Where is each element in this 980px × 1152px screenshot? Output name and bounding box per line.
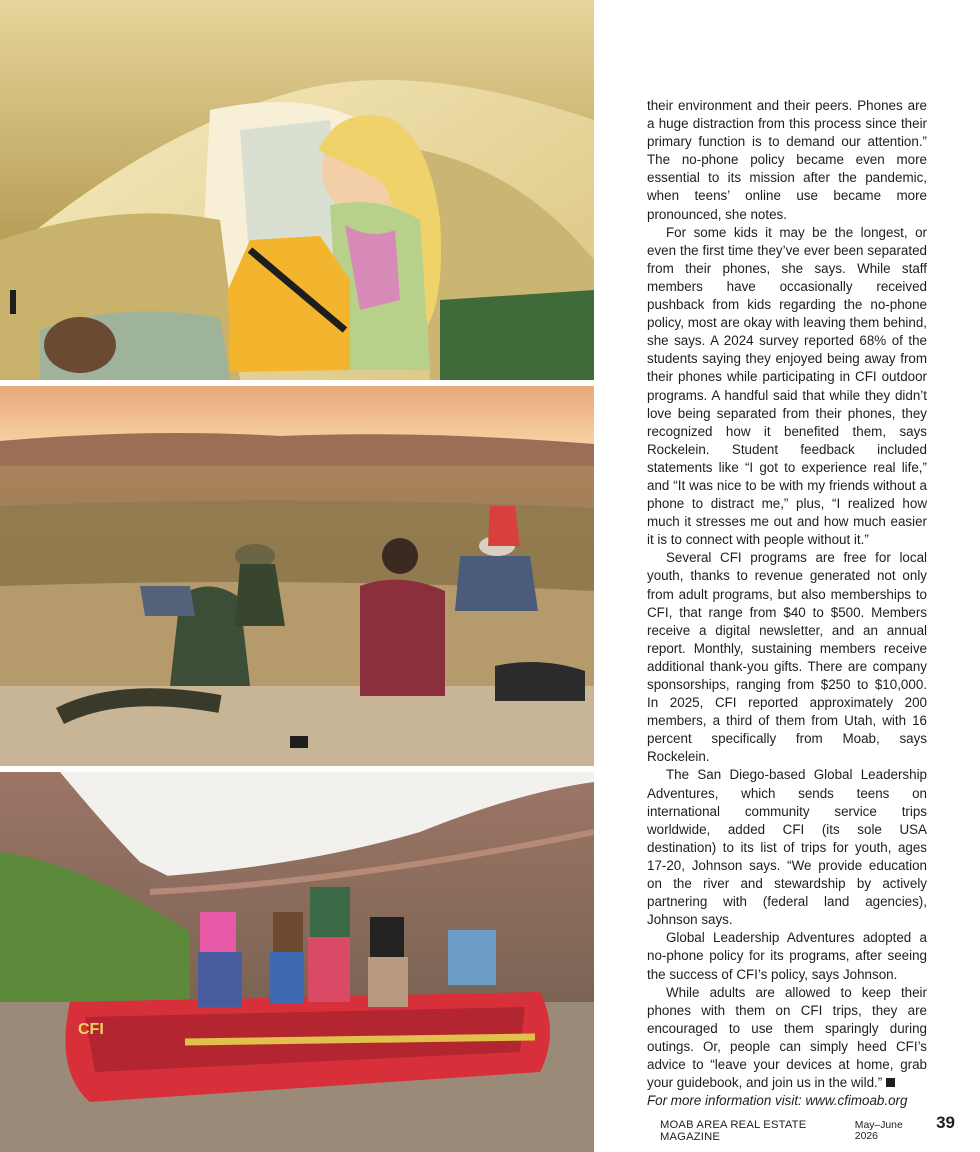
photo-desert-group-sunset (0, 386, 594, 766)
page-number: 39 (936, 1113, 955, 1132)
page-footer (660, 1113, 955, 1143)
raft-label: CFI (78, 1021, 104, 1038)
issue-date: May–June 2026 (854, 1120, 903, 1142)
tent-photo-illustration (0, 0, 594, 380)
paragraph-6 (647, 984, 927, 1093)
paragraph-6-text: While adults are allowed to keep their phones with them on CFI trips, they are encouraged to use them sparingly during outings. Or, people can simply heed CFI’s advice to “leave your devices at home, grab your guidebook, and join us in the wild.” (647, 984, 927, 1091)
article-body (647, 97, 927, 1110)
more-info-link[interactable]: For more information visit: www.cfimoab.org (647, 1093, 908, 1109)
end-mark-icon (886, 1078, 895, 1087)
photo-raft-on-river (0, 772, 594, 1152)
paragraph-1: their environment and their peers. Phones are a huge distraction from this process since their primary function is to demand our attention.” The no-phone policy became even more essential to its mission after the pandemic, when teens’ online use became more pronounced, she notes. (647, 98, 927, 222)
magazine-name: MOAB AREA REAL ESTATE MAGAZINE (660, 1119, 807, 1143)
paragraph-4: The San Diego-based Global Leadership Adventures, which sends teens on international community service trips worldwide, added CFI (its sole USA destination) to its list of trips for youth, ages 17-20, Johnson says. “We provide education on the river and stewardship by actively partnering with (federal land agencies), Johnson says. (647, 767, 927, 928)
paragraph-3: Several CFI programs are free for local youth, thanks to revenue generated not only from adult programs, but also memberships to CFI, that range from $40 to $500. Members receive a digital newsletter, and an annual report. Monthly, sustaining members receive additional thank-you gifts. There are company sponsorships, ranging from $250 to $10,000. In 2025, CFI reported approximately 200 members, a third of them from Utah, with 16 percent specifically from Moab, says Rockelein. (647, 550, 927, 765)
desert-photo-illustration (0, 386, 594, 766)
paragraph-2: For some kids it may be the longest, or even the first time they’ve ever been separated from their phones, she says. While staff members have occasionally received pushback from kids regarding the no-phone policy, most are okay with leaving them behind, she says. A 2024 survey reported 68% of the students saying they enjoyed being away from their phones while participating in CFI outdoor programs. A handful said that while they didn’t love being separated from their phones, they recognized how it benefited them, says Rockelein. Student feedback included statements like “I got to experience real life,” and “It was nice to be with my friends without a phone to distract me,” plus, “I realized how much it stresses me out and how much easier it is to connect with people without it.” (647, 224, 927, 548)
raft-photo-illustration (0, 772, 594, 1152)
paragraph-5: Global Leadership Adventures adopted a no-phone policy for its programs, after seeing the success of CFI’s policy, says Johnson. (647, 930, 927, 982)
photo-girl-in-tent (0, 0, 594, 380)
